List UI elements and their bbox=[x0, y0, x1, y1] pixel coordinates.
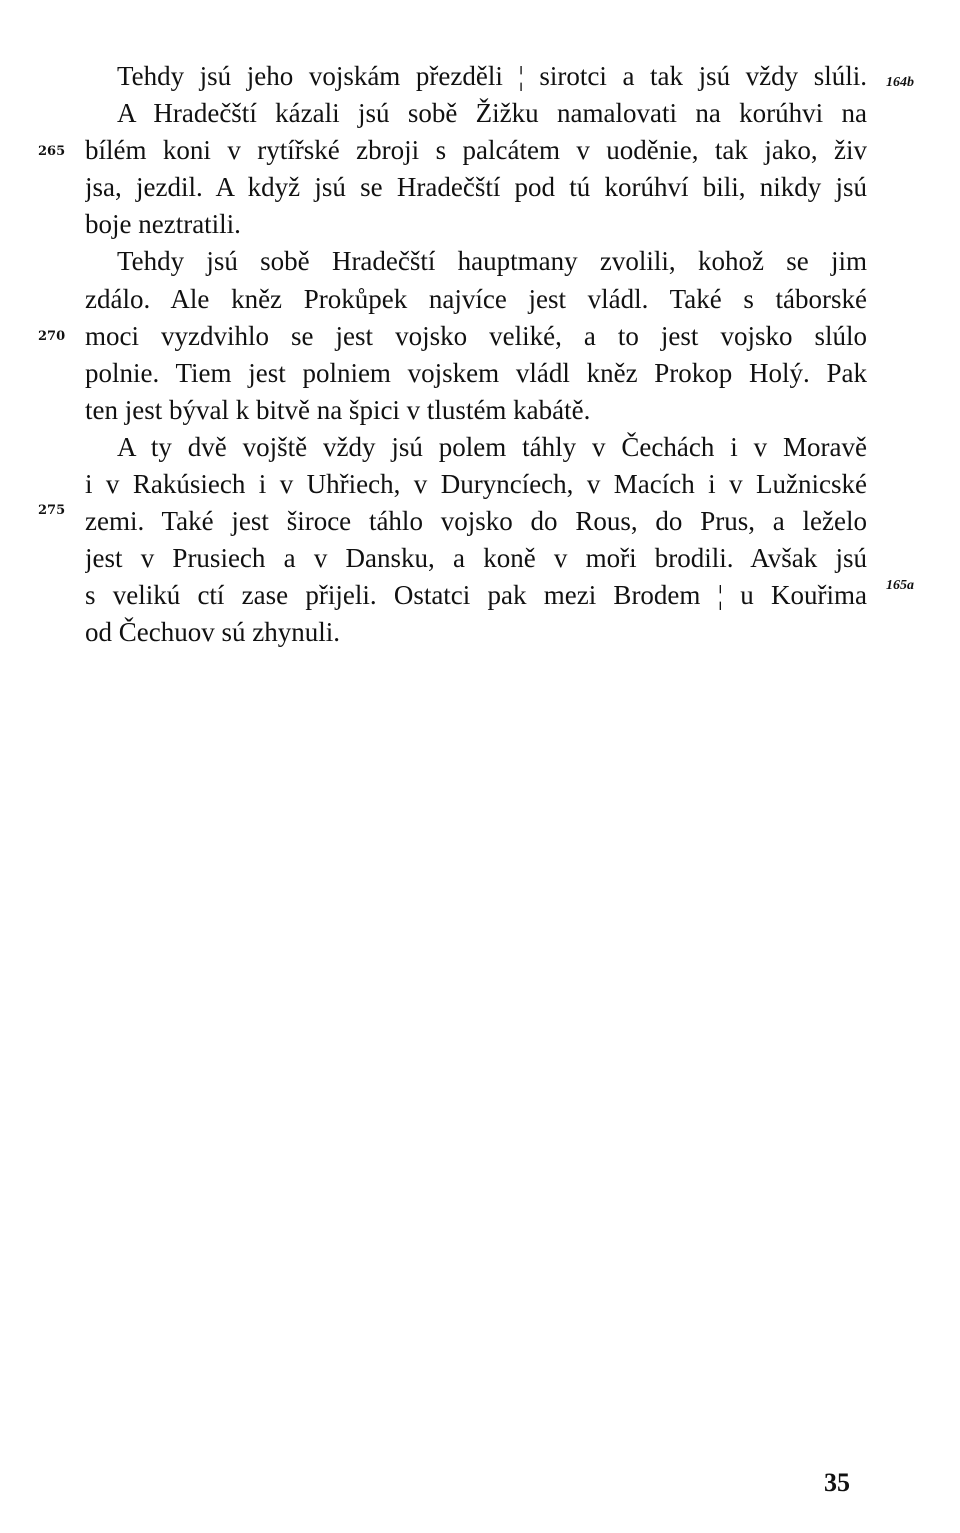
text-line: i v Rakúsiech i v Uhřiech, v Duryncíech, v Macích i v Lužnicské bbox=[85, 469, 867, 500]
text-line: bílém koni v rytířské zbroji s palcátem v uoděnie, tak jako, živ bbox=[85, 135, 867, 166]
text-line: Tehdy jsú jeho vojskám přezděli ¦ sirotci a tak jsú vždy slúli. bbox=[117, 61, 867, 91]
page-number: 35 bbox=[824, 1468, 850, 1497]
text-line: ten jest býval k bitvě na špici v tlustém kabátě. bbox=[85, 394, 591, 425]
text-line: A Hradečští kázali jsú sobě Žižku namalovati na korúhvi na bbox=[117, 98, 867, 129]
line-number-270: 270 bbox=[38, 329, 66, 344]
text-line: A ty dvě vojště vždy jsú polem táhly v Čechách i v Moravě bbox=[117, 431, 867, 462]
text-line: zdálo. Ale kněz Prokůpek najvíce jest vládl. Také s táborské bbox=[85, 283, 867, 314]
line-number-275: 275 bbox=[38, 503, 66, 518]
text-line: jest v Prusiech a v Dansku, a koně v moři brodili. Avšak jsú bbox=[85, 543, 867, 574]
folio-marker-165a: 165a bbox=[886, 578, 914, 593]
text-line: jsa, jezdil. A když jsú se Hradečští pod tú korúhví bili, nikdy jsú bbox=[85, 172, 867, 203]
text-line: zemi. Také jest široce táhlo vojsko do Rous, do Prus, a leželo bbox=[85, 506, 867, 537]
text-line: s velikú ctí zase přijeli. Ostatci pak mezi Brodem ¦ u Kouřima bbox=[85, 580, 867, 611]
text-line: moci vyzdvihlo se jest vojsko veliké, a to jest vojsko slúlo bbox=[85, 320, 867, 351]
folio-marker-164b: 164b bbox=[886, 75, 914, 90]
line-number-265: 265 bbox=[38, 144, 66, 159]
text-line: polnie. Tiem jest polniem vojskem vládl kněz Prokop Holý. Pak bbox=[85, 357, 867, 388]
text-line: Tehdy jsú sobě Hradečští hauptmany zvolili, kohož se jim bbox=[117, 246, 867, 277]
text-line: boje neztratili. bbox=[85, 209, 241, 240]
text-line: od Čechuov sú zhynuli. bbox=[85, 617, 340, 648]
body-text bbox=[85, 58, 867, 652]
